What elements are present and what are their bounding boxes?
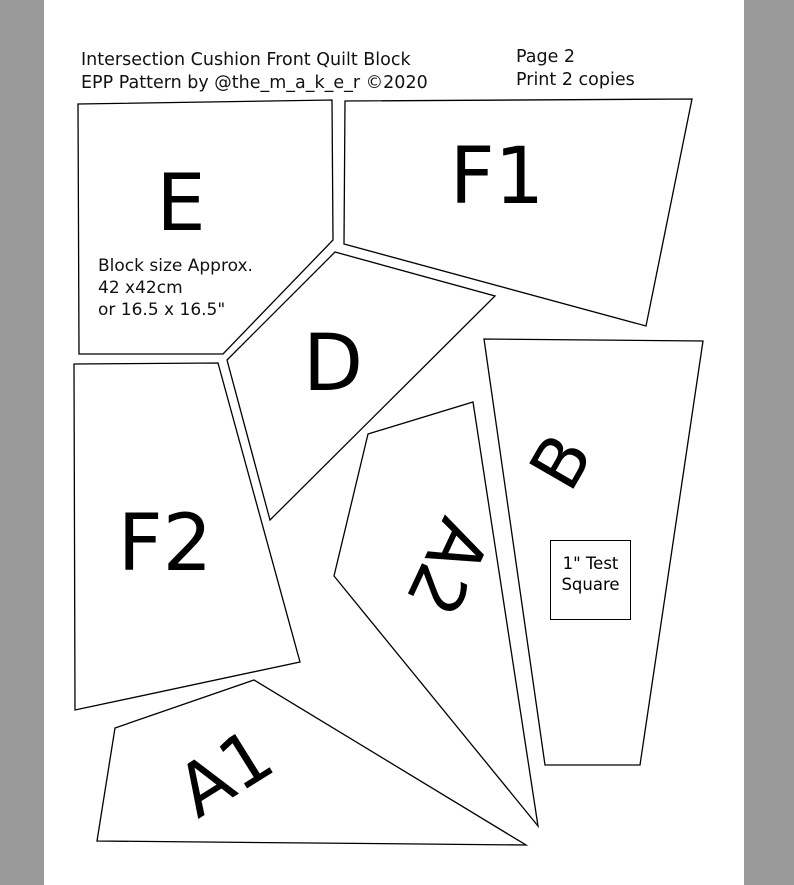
piece-f1-label: F1 [449, 132, 545, 222]
title-line-2: EPP Pattern by @the_m_a_k_e_r ©2020 [81, 73, 428, 93]
piece-e-label: E [156, 159, 206, 249]
piece-a1-label: A1 [162, 711, 288, 834]
block-size-line-3: or 16.5 x 16.5" [98, 300, 226, 320]
test-square-line-1: 1" Test [562, 554, 619, 573]
piece-f2-label: F2 [117, 499, 213, 589]
piece-b-label: B [513, 420, 609, 504]
piece-d-label: D [302, 319, 364, 409]
copies-instruction: Print 2 copies [516, 70, 635, 90]
title-line-1: Intersection Cushion Front Quilt Block [81, 50, 411, 70]
page-number: Page 2 [516, 47, 576, 67]
test-square [550, 540, 631, 620]
block-size-line-2: 42 x42cm [98, 278, 183, 298]
block-size-line-1: Block size Approx. [98, 256, 253, 276]
test-square-line-2: Square [561, 575, 620, 594]
block-size-note [98, 255, 253, 321]
piece-a2-label: A2 [389, 506, 506, 629]
